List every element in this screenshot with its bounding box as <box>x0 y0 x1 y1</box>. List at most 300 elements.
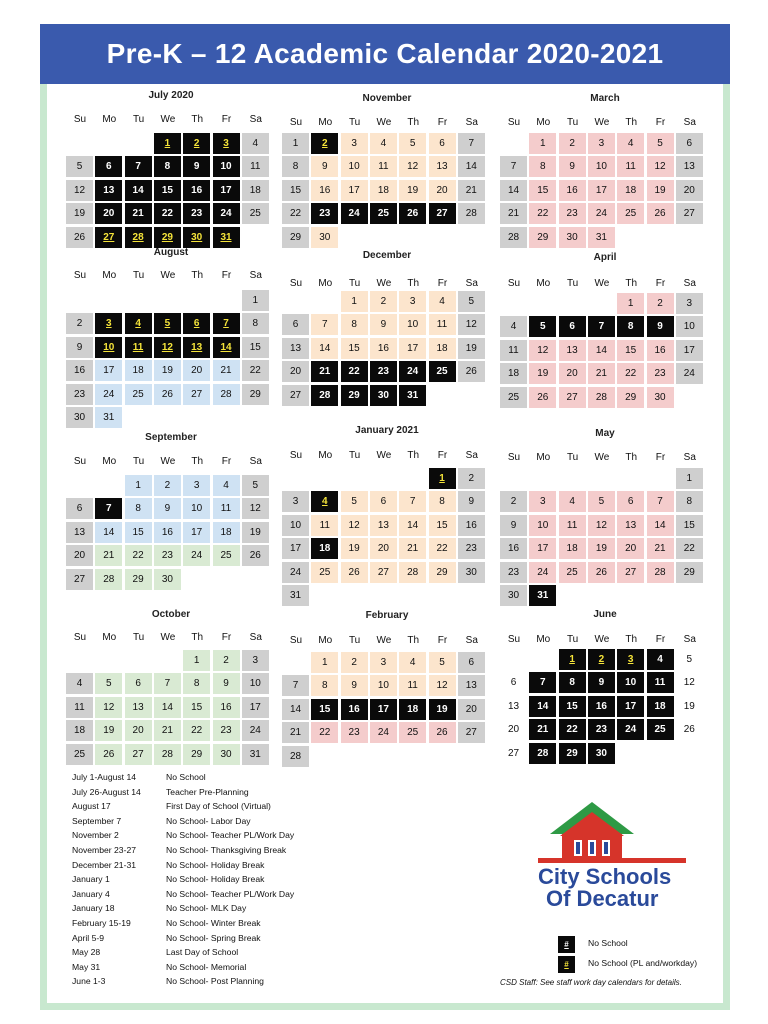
day-cell: 24 <box>588 203 615 224</box>
day-cell: 6 <box>95 156 122 177</box>
day-header: Th <box>625 634 638 645</box>
day-header: Sa <box>465 117 478 128</box>
day-header: Fr <box>655 117 666 128</box>
legend-date: May 31 <box>72 961 101 972</box>
day-cell: 2 <box>370 291 397 312</box>
day-cell: 23 <box>370 361 397 382</box>
day-header: Sa <box>249 114 262 125</box>
day-cell: 16 <box>154 522 181 543</box>
day-cell: 19 <box>154 360 181 381</box>
day-cell: 6 <box>617 491 644 512</box>
day-cell: 24 <box>370 722 397 743</box>
day-header: Su <box>73 632 87 643</box>
legend-description: No School- Spring Break <box>166 932 261 943</box>
day-cell: 22 <box>282 203 309 224</box>
day-header: Sa <box>249 270 262 281</box>
day-cell: 27 <box>183 384 210 405</box>
day-header: We <box>594 117 610 128</box>
day-header: Th <box>625 278 638 289</box>
day-cell: 26 <box>341 562 368 583</box>
day-cell: 23 <box>458 538 485 559</box>
day-cell: 1 <box>311 652 338 673</box>
day-header: Su <box>507 452 521 463</box>
day-cell: 21 <box>529 719 556 740</box>
month-title: December <box>362 250 412 261</box>
key-swatch-pl-workday: # <box>558 956 575 973</box>
day-cell: 23 <box>500 562 527 583</box>
day-cell: 7 <box>500 156 527 177</box>
day-cell: 15 <box>125 522 152 543</box>
day-cell: 27 <box>282 385 309 406</box>
day-cell: 4 <box>311 491 338 512</box>
day-cell: 12 <box>458 314 485 335</box>
day-header: Th <box>407 635 420 646</box>
page-title: Pre-K – 12 Academic Calendar 2020-2021 <box>40 24 730 84</box>
day-header: Tu <box>566 634 579 645</box>
day-cell: 18 <box>617 180 644 201</box>
day-cell: 7 <box>647 491 674 512</box>
day-header: We <box>160 632 176 643</box>
day-cell: 13 <box>617 515 644 536</box>
day-cell: 18 <box>242 180 269 201</box>
day-cell: 10 <box>213 156 240 177</box>
day-cell: 26 <box>647 203 674 224</box>
day-header: Su <box>507 278 521 289</box>
day-cell: 18 <box>66 720 93 741</box>
day-cell: 16 <box>183 180 210 201</box>
day-cell: 23 <box>559 203 586 224</box>
day-header: Fr <box>221 114 232 125</box>
day-cell: 30 <box>588 743 615 764</box>
city-schools-logo <box>536 796 688 916</box>
day-header: Mo <box>318 117 333 128</box>
day-cell: 16 <box>213 697 240 718</box>
key-swatch-no-school: # <box>558 936 575 953</box>
day-cell: 16 <box>588 696 615 717</box>
day-cell: 1 <box>559 649 586 670</box>
day-cell: 27 <box>617 562 644 583</box>
day-header: Fr <box>437 450 448 461</box>
day-cell: 6 <box>183 313 210 334</box>
day-cell: 28 <box>500 227 527 248</box>
day-cell: 23 <box>66 384 93 405</box>
day-header: We <box>594 634 610 645</box>
legend-date: April 5-9 <box>72 932 104 943</box>
day-header: Su <box>507 117 521 128</box>
month-title: October <box>151 609 191 620</box>
day-cell: 7 <box>154 673 181 694</box>
day-cell: 26 <box>399 203 426 224</box>
day-cell: 6 <box>66 498 93 519</box>
day-cell: 26 <box>588 562 615 583</box>
day-cell: 3 <box>370 652 397 673</box>
day-header: Fr <box>221 632 232 643</box>
day-cell: 24 <box>282 562 309 583</box>
logo-line-1: City Schools <box>538 864 672 889</box>
day-cell: 24 <box>341 203 368 224</box>
day-cell: 29 <box>125 569 152 590</box>
day-cell: 1 <box>154 133 181 154</box>
day-cell: 2 <box>458 468 485 489</box>
day-cell: 14 <box>529 696 556 717</box>
day-cell: 8 <box>429 491 456 512</box>
day-cell: 30 <box>213 744 240 765</box>
day-cell: 29 <box>341 385 368 406</box>
day-cell: 7 <box>458 133 485 154</box>
day-cell: 29 <box>242 384 269 405</box>
day-header: We <box>594 278 610 289</box>
day-cell: 9 <box>500 515 527 536</box>
day-cell: 4 <box>647 649 674 670</box>
day-cell: 11 <box>429 314 456 335</box>
day-cell: 20 <box>559 363 586 384</box>
day-header: We <box>376 635 392 646</box>
legend-date: May 28 <box>72 947 101 958</box>
day-cell: 19 <box>399 180 426 201</box>
day-cell: 4 <box>213 475 240 496</box>
day-cell: 14 <box>647 515 674 536</box>
day-header: Mo <box>102 456 117 467</box>
day-header: We <box>376 450 392 461</box>
day-cell: 13 <box>125 697 152 718</box>
day-cell: 1 <box>617 293 644 314</box>
day-cell: 22 <box>183 720 210 741</box>
day-header: Th <box>407 450 420 461</box>
day-cell: 2 <box>311 133 338 154</box>
day-cell: 15 <box>676 515 703 536</box>
day-cell: 4 <box>559 491 586 512</box>
day-cell: 21 <box>282 722 309 743</box>
day-cell: 18 <box>370 180 397 201</box>
day-cell: 10 <box>95 337 122 358</box>
day-cell: 27 <box>458 722 485 743</box>
day-cell: 23 <box>183 203 210 224</box>
day-cell: 5 <box>588 491 615 512</box>
day-cell: 3 <box>213 133 240 154</box>
day-cell: 9 <box>458 491 485 512</box>
day-cell: 27 <box>95 227 122 248</box>
day-cell: 12 <box>341 515 368 536</box>
day-cell: 8 <box>183 673 210 694</box>
legend-date: July 26-August 14 <box>72 786 141 797</box>
day-cell: 23 <box>154 545 181 566</box>
legend-description: No School- Holiday Break <box>166 874 265 885</box>
day-cell: 23 <box>213 720 240 741</box>
day-cell: 7 <box>125 156 152 177</box>
day-header: Tu <box>348 278 361 289</box>
day-header: Su <box>289 450 303 461</box>
day-header: Tu <box>132 114 145 125</box>
day-cell: 11 <box>125 337 152 358</box>
day-cell: 5 <box>429 652 456 673</box>
day-cell: 11 <box>311 515 338 536</box>
day-cell: 26 <box>66 227 93 248</box>
day-header: Tu <box>566 117 579 128</box>
day-cell: 17 <box>399 338 426 359</box>
day-cell: 27 <box>429 203 456 224</box>
day-cell: 18 <box>559 538 586 559</box>
day-cell: 28 <box>95 569 122 590</box>
legend-description: No School- Holiday Break <box>166 859 265 870</box>
day-cell: 6 <box>458 652 485 673</box>
day-header: Mo <box>102 632 117 643</box>
day-cell: 22 <box>617 363 644 384</box>
day-cell: 20 <box>66 545 93 566</box>
day-cell: 12 <box>683 677 695 689</box>
day-cell: 25 <box>617 203 644 224</box>
day-cell: 16 <box>66 360 93 381</box>
day-cell: 25 <box>399 722 426 743</box>
day-cell: 19 <box>647 180 674 201</box>
key-label-no-school: No School <box>588 938 628 948</box>
day-cell: 16 <box>370 338 397 359</box>
day-cell: 20 <box>95 203 122 224</box>
day-cell: 10 <box>399 314 426 335</box>
day-cell: 4 <box>429 291 456 312</box>
day-cell: 10 <box>183 498 210 519</box>
day-header: Fr <box>655 278 666 289</box>
month-title: August <box>153 247 189 258</box>
day-header: Th <box>191 270 204 281</box>
day-cell: 2 <box>213 650 240 671</box>
day-cell: 19 <box>458 338 485 359</box>
day-cell: 26 <box>529 387 556 408</box>
day-cell: 10 <box>676 316 703 337</box>
day-cell: 15 <box>529 180 556 201</box>
day-cell: 7 <box>213 313 240 334</box>
day-cell: 11 <box>559 515 586 536</box>
legend-description: No School- Post Planning <box>166 976 264 987</box>
day-cell: 2 <box>559 133 586 154</box>
day-cell: 18 <box>500 363 527 384</box>
day-cell: 29 <box>617 387 644 408</box>
day-cell: 27 <box>676 203 703 224</box>
day-header: Su <box>73 456 87 467</box>
day-cell: 31 <box>213 227 240 248</box>
day-cell: 5 <box>399 133 426 154</box>
day-cell: 9 <box>183 156 210 177</box>
day-cell: 25 <box>500 387 527 408</box>
day-cell: 2 <box>500 491 527 512</box>
day-cell: 1 <box>341 291 368 312</box>
day-header: Th <box>625 117 638 128</box>
logo-line-2: Of Decatur <box>546 886 659 911</box>
day-header: Su <box>73 270 87 281</box>
day-cell: 2 <box>341 652 368 673</box>
day-cell: 17 <box>242 697 269 718</box>
day-cell: 4 <box>125 313 152 334</box>
day-cell: 20 <box>370 538 397 559</box>
day-cell: 4 <box>242 133 269 154</box>
day-header: Tu <box>566 278 579 289</box>
day-cell: 17 <box>282 538 309 559</box>
day-cell: 31 <box>282 585 309 606</box>
day-cell: 20 <box>617 538 644 559</box>
day-cell: 16 <box>458 515 485 536</box>
day-cell: 27 <box>370 562 397 583</box>
day-cell: 21 <box>647 538 674 559</box>
day-cell: 17 <box>183 522 210 543</box>
day-cell: 12 <box>95 697 122 718</box>
day-cell: 5 <box>458 291 485 312</box>
day-cell: 6 <box>370 491 397 512</box>
day-cell: 9 <box>341 675 368 696</box>
schoolhouse-icon <box>538 802 686 863</box>
legend-date: January 1 <box>72 874 110 885</box>
day-cell: 23 <box>588 719 615 740</box>
day-cell: 6 <box>510 677 517 689</box>
day-cell: 14 <box>311 338 338 359</box>
legend-date: January 18 <box>72 903 115 914</box>
day-cell: 1 <box>282 133 309 154</box>
day-cell: 19 <box>529 363 556 384</box>
day-cell: 3 <box>617 649 644 670</box>
day-cell: 4 <box>500 316 527 337</box>
day-cell: 7 <box>588 316 615 337</box>
day-header: Su <box>73 114 87 125</box>
day-cell: 14 <box>282 699 309 720</box>
legend-date: July 1-August 14 <box>72 772 137 782</box>
day-cell: 18 <box>429 338 456 359</box>
day-cell: 14 <box>588 340 615 361</box>
day-cell: 3 <box>183 475 210 496</box>
day-cell: 15 <box>559 696 586 717</box>
day-cell: 10 <box>341 156 368 177</box>
day-cell: 5 <box>154 313 181 334</box>
day-cell: 21 <box>95 545 122 566</box>
day-header: Tu <box>348 450 361 461</box>
day-cell: 15 <box>183 697 210 718</box>
month-title: June <box>593 609 617 620</box>
day-cell: 19 <box>683 700 695 712</box>
day-header: Su <box>289 278 303 289</box>
day-cell: 19 <box>66 203 93 224</box>
day-cell: 9 <box>588 672 615 693</box>
day-cell: 23 <box>341 722 368 743</box>
day-cell: 10 <box>282 515 309 536</box>
day-cell: 3 <box>529 491 556 512</box>
day-cell: 1 <box>125 475 152 496</box>
legend-date: November 2 <box>72 830 119 841</box>
day-cell: 26 <box>458 361 485 382</box>
day-cell: 17 <box>529 538 556 559</box>
day-header: We <box>594 452 610 463</box>
day-cell: 22 <box>125 545 152 566</box>
day-cell: 12 <box>588 515 615 536</box>
day-cell: 30 <box>311 227 338 248</box>
day-cell: 15 <box>429 515 456 536</box>
day-cell: 10 <box>617 672 644 693</box>
day-cell: 11 <box>66 697 93 718</box>
day-cell: 11 <box>500 340 527 361</box>
day-cell: 10 <box>529 515 556 536</box>
day-cell: 14 <box>213 337 240 358</box>
day-cell: 24 <box>213 203 240 224</box>
month-title: January 2021 <box>355 425 419 436</box>
day-cell: 5 <box>242 475 269 496</box>
day-cell: 29 <box>676 562 703 583</box>
day-cell: 19 <box>588 538 615 559</box>
day-cell: 12 <box>399 156 426 177</box>
day-cell: 1 <box>429 468 456 489</box>
day-cell: 6 <box>282 314 309 335</box>
day-cell: 1 <box>529 133 556 154</box>
legend-description: No School <box>166 772 206 782</box>
day-cell: 30 <box>647 387 674 408</box>
day-cell: 25 <box>125 384 152 405</box>
day-header: Fr <box>655 452 666 463</box>
day-cell: 23 <box>311 203 338 224</box>
day-cell: 30 <box>154 569 181 590</box>
day-cell: 18 <box>399 699 426 720</box>
day-cell: 25 <box>429 361 456 382</box>
day-header: Mo <box>318 450 333 461</box>
day-cell: 10 <box>370 675 397 696</box>
day-cell: 25 <box>213 545 240 566</box>
day-cell: 31 <box>529 585 556 606</box>
month-title: March <box>590 93 620 104</box>
day-cell: 13 <box>95 180 122 201</box>
day-cell: 9 <box>311 156 338 177</box>
day-cell: 24 <box>617 719 644 740</box>
day-cell: 12 <box>242 498 269 519</box>
legend-date: September 7 <box>72 815 122 826</box>
day-cell: 3 <box>676 293 703 314</box>
day-header: Fr <box>437 635 448 646</box>
day-header: Mo <box>102 270 117 281</box>
day-cell: 8 <box>341 314 368 335</box>
day-cell: 31 <box>588 227 615 248</box>
day-header: Fr <box>655 634 666 645</box>
day-cell: 8 <box>154 156 181 177</box>
day-header: Tu <box>132 270 145 281</box>
day-cell: 12 <box>529 340 556 361</box>
day-cell: 28 <box>588 387 615 408</box>
day-cell: 29 <box>154 227 181 248</box>
day-header: Mo <box>536 634 551 645</box>
day-cell: 17 <box>676 340 703 361</box>
day-cell: 30 <box>183 227 210 248</box>
day-cell: 6 <box>125 673 152 694</box>
month-title: July 2020 <box>148 90 194 101</box>
day-cell: 9 <box>559 156 586 177</box>
day-cell: 13 <box>282 338 309 359</box>
day-cell: 6 <box>676 133 703 154</box>
day-cell: 28 <box>125 227 152 248</box>
day-cell: 22 <box>429 538 456 559</box>
day-cell: 2 <box>647 293 674 314</box>
day-cell: 21 <box>154 720 181 741</box>
day-cell: 5 <box>529 316 556 337</box>
day-cell: 8 <box>125 498 152 519</box>
day-cell: 11 <box>370 156 397 177</box>
day-cell: 22 <box>154 203 181 224</box>
day-cell: 24 <box>95 384 122 405</box>
day-cell: 12 <box>429 675 456 696</box>
day-cell: 1 <box>676 468 703 489</box>
legend-date: February 15-19 <box>72 918 131 928</box>
day-cell: 27 <box>507 747 520 759</box>
day-cell: 3 <box>242 650 269 671</box>
day-header: We <box>376 278 392 289</box>
day-cell: 28 <box>647 562 674 583</box>
day-cell: 26 <box>429 722 456 743</box>
legend-description: No School- Teacher PL/Work Day <box>166 830 295 841</box>
day-cell: 25 <box>647 719 674 740</box>
day-cell: 29 <box>183 744 210 765</box>
day-cell: 29 <box>282 227 309 248</box>
legend-description: Teacher Pre-Planning <box>166 786 249 797</box>
